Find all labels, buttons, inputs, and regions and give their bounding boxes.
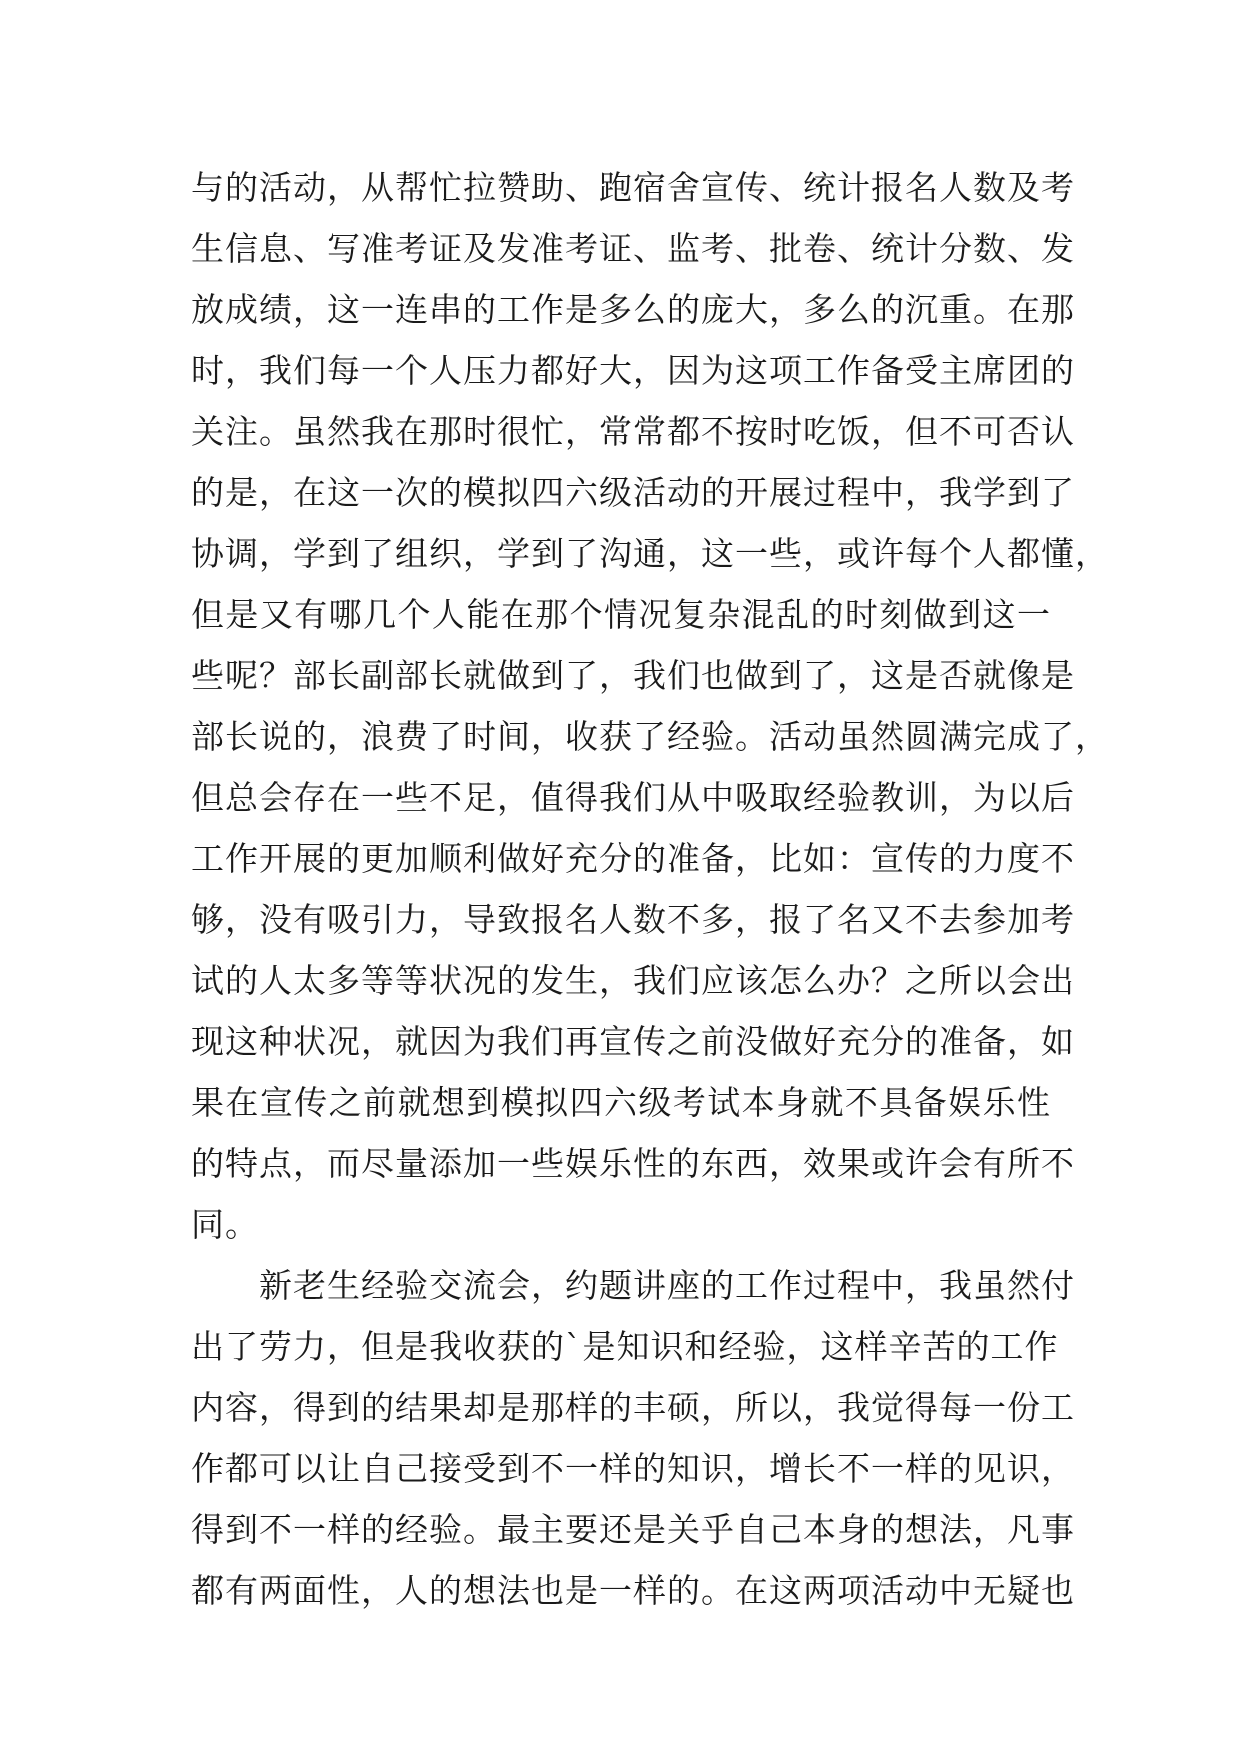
text-line: 工作开展的更加顺利做好充分的准备，比如：宣传的力度不 [191, 839, 1075, 878]
text-line: 都有两面性，人的想法也是一样的。在这两项活动中无疑也 [191, 1571, 1075, 1610]
body-text [191, 157, 1109, 1621]
text-line: 时，我们每一个人压力都好大，因为这项工作备受主席团的 [191, 351, 1075, 390]
text-line: 作都可以让自己接受到不一样的知识，增长不一样的见识， [191, 1449, 1075, 1488]
text-line: 放成绩，这一连串的工作是多么的庞大，多么的沉重。在那 [191, 290, 1075, 329]
text-line: 的特点，而尽量添加一些娱乐性的东西，效果或许会有所不 [191, 1144, 1075, 1183]
text-line: 部长说的，浪费了时间，收获了经验。活动虽然圆满完成了， [191, 717, 1109, 756]
text-line: 得到不一样的经验。最主要还是关乎自己本身的想法，凡事 [191, 1510, 1075, 1549]
text-line: 些呢？部长副部长就做到了，我们也做到了，这是否就像是 [191, 656, 1075, 695]
text-line: 与的活动，从帮忙拉赞助、跑宿舍宣传、统计报名人数及考 [191, 168, 1075, 207]
text-line: 试的人太多等等状况的发生，我们应该怎么办？之所以会出 [191, 961, 1075, 1000]
text-line: 的是，在这一次的模拟四六级活动的开展过程中，我学到了 [191, 473, 1075, 512]
text-line: 果在宣传之前就想到模拟四六级考试本身就不具备娱乐性 [191, 1083, 1051, 1122]
text-line: 但总会存在一些不足，值得我们从中吸取经验教训，为以后 [191, 778, 1075, 817]
text-line: 生信息、写准考证及发准考证、监考、批卷、统计分数、发 [191, 229, 1075, 268]
paragraph-end-line: 同。 [191, 1205, 259, 1244]
text-line: 现这种状况，就因为我们再宣传之前没做好充分的准备，如 [191, 1022, 1075, 1061]
text-line: 关注。虽然我在那时很忙，常常都不按时吃饭，但不可否认 [191, 412, 1075, 451]
text-line: 协调，学到了组织，学到了沟通，这一些，或许每个人都懂， [191, 534, 1109, 573]
text-line: 但是又有哪几个人能在那个情况复杂混乱的时刻做到这一 [191, 595, 1051, 634]
text-line: 出了劳力，但是我收获的`是知识和经验，这样辛苦的工作 [191, 1327, 1059, 1366]
text-line: 够，没有吸引力，导致报名人数不多，报了名又不去参加考 [191, 900, 1075, 939]
text-line: 新老生经验交流会，约题讲座的工作过程中，我虽然付 [191, 1266, 1075, 1305]
text-line: 内容，得到的结果却是那样的丰硕，所以，我觉得每一份工 [191, 1388, 1075, 1427]
